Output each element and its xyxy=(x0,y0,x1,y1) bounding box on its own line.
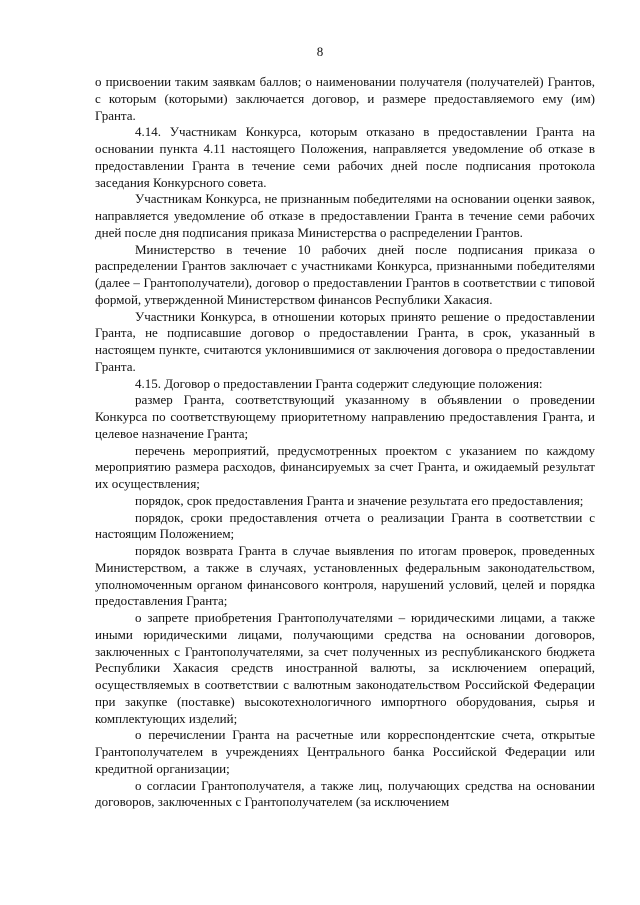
paragraph: размер Гранта, соответствующий указанному в объявлении о проведении Конкурса по соответствующему приоритетному направлению предоставления Гранта, и целевое назначение Гранта; xyxy=(95,392,595,441)
paragraph: 4.15. Договор о предоставлении Гранта содержит следующие положения: xyxy=(135,375,543,391)
paragraph: о перечислении Гранта на расчетные или корреспондентские счета, открытые Грантополучателем в учреждениях Центрального банка Российской Федерации или кредитной организации; xyxy=(95,727,595,776)
paragraph: порядок, срок предоставления Гранта и значение результата его предоставления; xyxy=(135,492,584,508)
paragraph: о согласии Грантополучателя, а также лиц, получающих средства на основании договоров, заключенных с Грантополучателем (за исключением xyxy=(95,777,595,810)
document-body xyxy=(95,74,595,811)
paragraph: 4.14. Участникам Конкурса, которым отказано в предоставлении Гранта на основании пункта 4.11 настоящего Положения, направляется уведомление об отказе в предоставлении Гранта в течение семи рабочих дней после подписания протокола заседания Конкурсного совета. xyxy=(95,124,595,190)
paragraph: о запрете приобретения Грантополучателями – юридическими лицами, а также иными юридическими лицами, получающими средства на основании договоров, заключенных с Грантополучателями, за счет полученных из республиканского бюджета Республики Хакасия средств иностранной валюты, за исключением операций, осуществляемых в соответствии с валютным законодательством Российской Федерации при закупке (поставке) высокотехнологичного импортного оборудования, сырья и комплектующих изделий; xyxy=(95,610,595,726)
paragraph: порядок, сроки предоставления отчета о реализации Гранта в соответствии с настоящим Положением; xyxy=(95,509,595,542)
paragraph: Участники Конкурса, в отношении которых принято решение о предоставлении Гранта, не подписавшие договор о предоставлении Гранта, в срок, указанный в настоящем пункте, считаются уклонившимися от заключения договора о предоставлении Гранта. xyxy=(95,308,595,374)
paragraph: порядок возврата Гранта в случае выявления по итогам проверок, проведенных Министерством, а также в случаях, установленных федеральным законодательством, уполномоченным органом финансового контроля, нарушений условий, целей и порядка предоставления Гранта; xyxy=(95,543,595,609)
paragraph: Участникам Конкурса, не признанным победителями на основании оценки заявок, направляется уведомление об отказе в предоставлении Гранта в течение семи рабочих дней после дня подписания приказа Министерства о распределении Грантов. xyxy=(95,191,595,240)
paragraph: перечень мероприятий, предусмотренных проектом с указанием по каждому мероприятию размера расходов, финансируемых за счет Гранта, и ожидаемый результат их осуществления; xyxy=(95,442,595,491)
page-number: 8 xyxy=(316,44,324,59)
paragraph: Министерство в течение 10 рабочих дней после подписания приказа о распределении Грантов заключает с участниками Конкурса, признанными победителями (далее – Грантополучатели), договор о предоставлении Грантов в соответствии с типовой формой, утвержденной Министерством финансов Республики Хакасия. xyxy=(95,241,595,307)
paragraph: о присвоении таким заявкам баллов; о наименовании получателя (получателей) Грантов, с которым (которыми) заключается договор, и размере предоставляемого ему (им) Гранта. xyxy=(95,74,595,123)
